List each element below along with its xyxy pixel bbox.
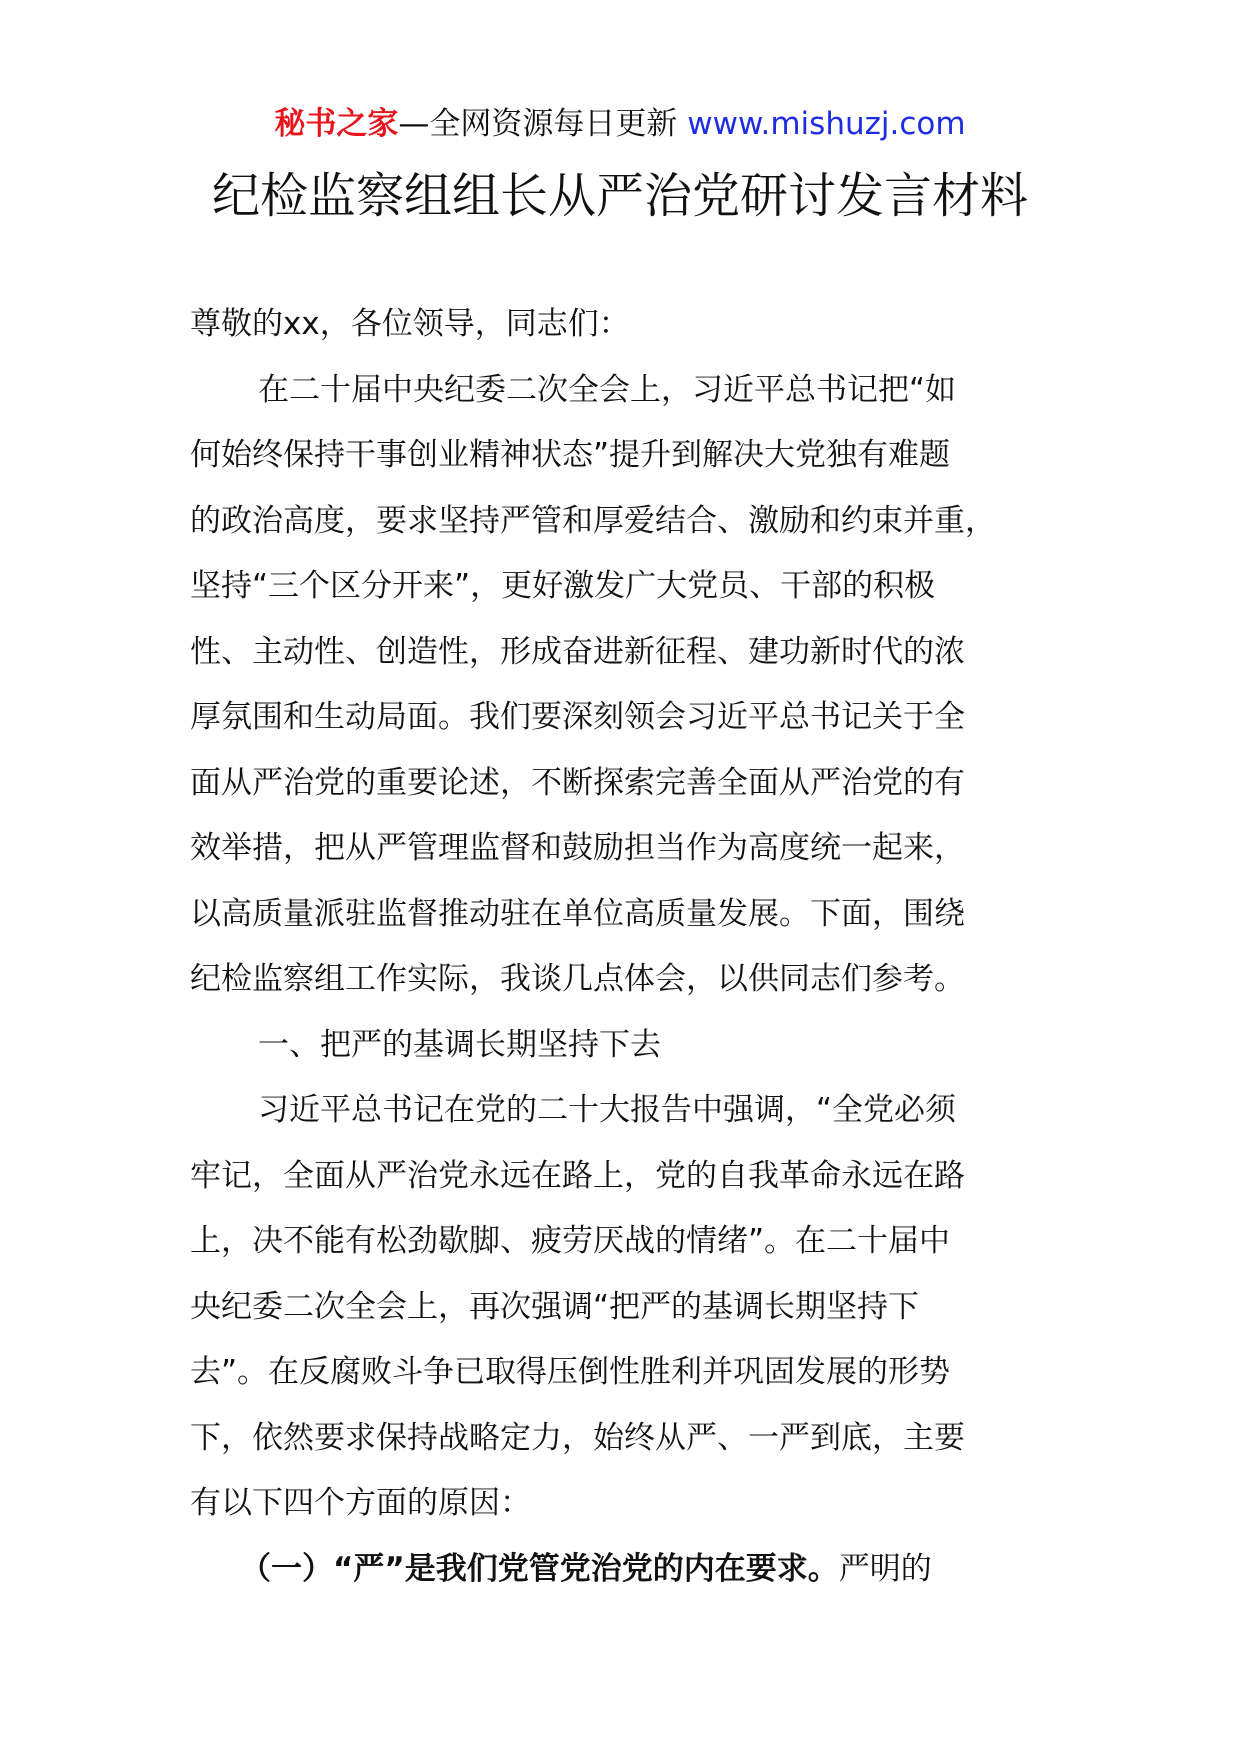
text-line: 有以下四个方面的原因： bbox=[190, 1485, 531, 1521]
paragraph-section-1 bbox=[190, 1078, 1050, 1537]
text-line: 何始终保持干事创业精神状态”提升到解决大党独有难题 bbox=[190, 437, 951, 473]
site-header bbox=[0, 104, 1240, 144]
subheading-1 bbox=[190, 1537, 1050, 1603]
document-title: 纪检监察组组长从严治党研讨发言材料 bbox=[211, 168, 1028, 224]
text-line: 上，决不能有松劲歇脚、疲劳厌战的情绪”。在二十届中 bbox=[190, 1223, 951, 1259]
header-tagline: —全网资源每日更新 bbox=[398, 106, 678, 142]
brand-name: 秘书之家 bbox=[274, 106, 399, 142]
text-line: 去”。在反腐败斗争已取得压倒性胜利并巩固发展的形势 bbox=[190, 1354, 951, 1390]
text-line: 性、主动性、创造性，形成奋进新征程、建功新时代的浓 bbox=[190, 633, 965, 670]
text-line: 以高质量派驻监督推动驻在单位高质量发展。下面，围绕 bbox=[190, 895, 965, 932]
text-line: 央纪委二次全会上，再次强调“把严的基调长期坚持下 bbox=[190, 1288, 920, 1325]
text-line: 效举措，把从严管理监督和鼓励担当作为高度统一起来， bbox=[190, 830, 965, 866]
text-line: 厚氛围和生动局面。我们要深刻领会习近平总书记关于全 bbox=[190, 699, 965, 735]
text-line: 的政治高度，要求坚持严管和厚爱结合、激励和约束并重， bbox=[190, 502, 996, 539]
salutation: 尊敬的xx，各位领导，同志们： bbox=[190, 306, 630, 342]
text-line: 面从严治党的重要论述，不断探索完善全面从严治党的有 bbox=[190, 764, 965, 801]
text-line: 坚持“三个区分开来”，更好激发广大党员、干部的积极 bbox=[190, 568, 936, 604]
text-line: 纪检监察组工作实际，我谈几点体会，以供同志们参考。 bbox=[190, 961, 965, 997]
text-line: 习近平总书记在党的二十大报告中强调，“全党必须 bbox=[258, 1092, 957, 1128]
text-line: 下，依然要求保持战略定力，始终从严、一严到底，主要 bbox=[190, 1419, 965, 1456]
section-heading-1: 一、把严的基调长期坚持下去 bbox=[258, 1026, 661, 1063]
text-line: 牢记，全面从严治党永远在路上，党的自我革命永远在路 bbox=[190, 1157, 965, 1194]
document-body bbox=[190, 292, 1050, 1602]
subheading-bold-text: （一）“严”是我们党管党治党的内在要求。 bbox=[240, 1550, 839, 1587]
site-url-link[interactable]: www.mishuzj.com bbox=[687, 106, 966, 142]
paragraph-intro bbox=[190, 358, 1050, 1013]
subheading-rest-text: 严明的 bbox=[838, 1550, 932, 1587]
text-line: 在二十届中央纪委二次全会上，习近平总书记把“如 bbox=[258, 371, 957, 408]
